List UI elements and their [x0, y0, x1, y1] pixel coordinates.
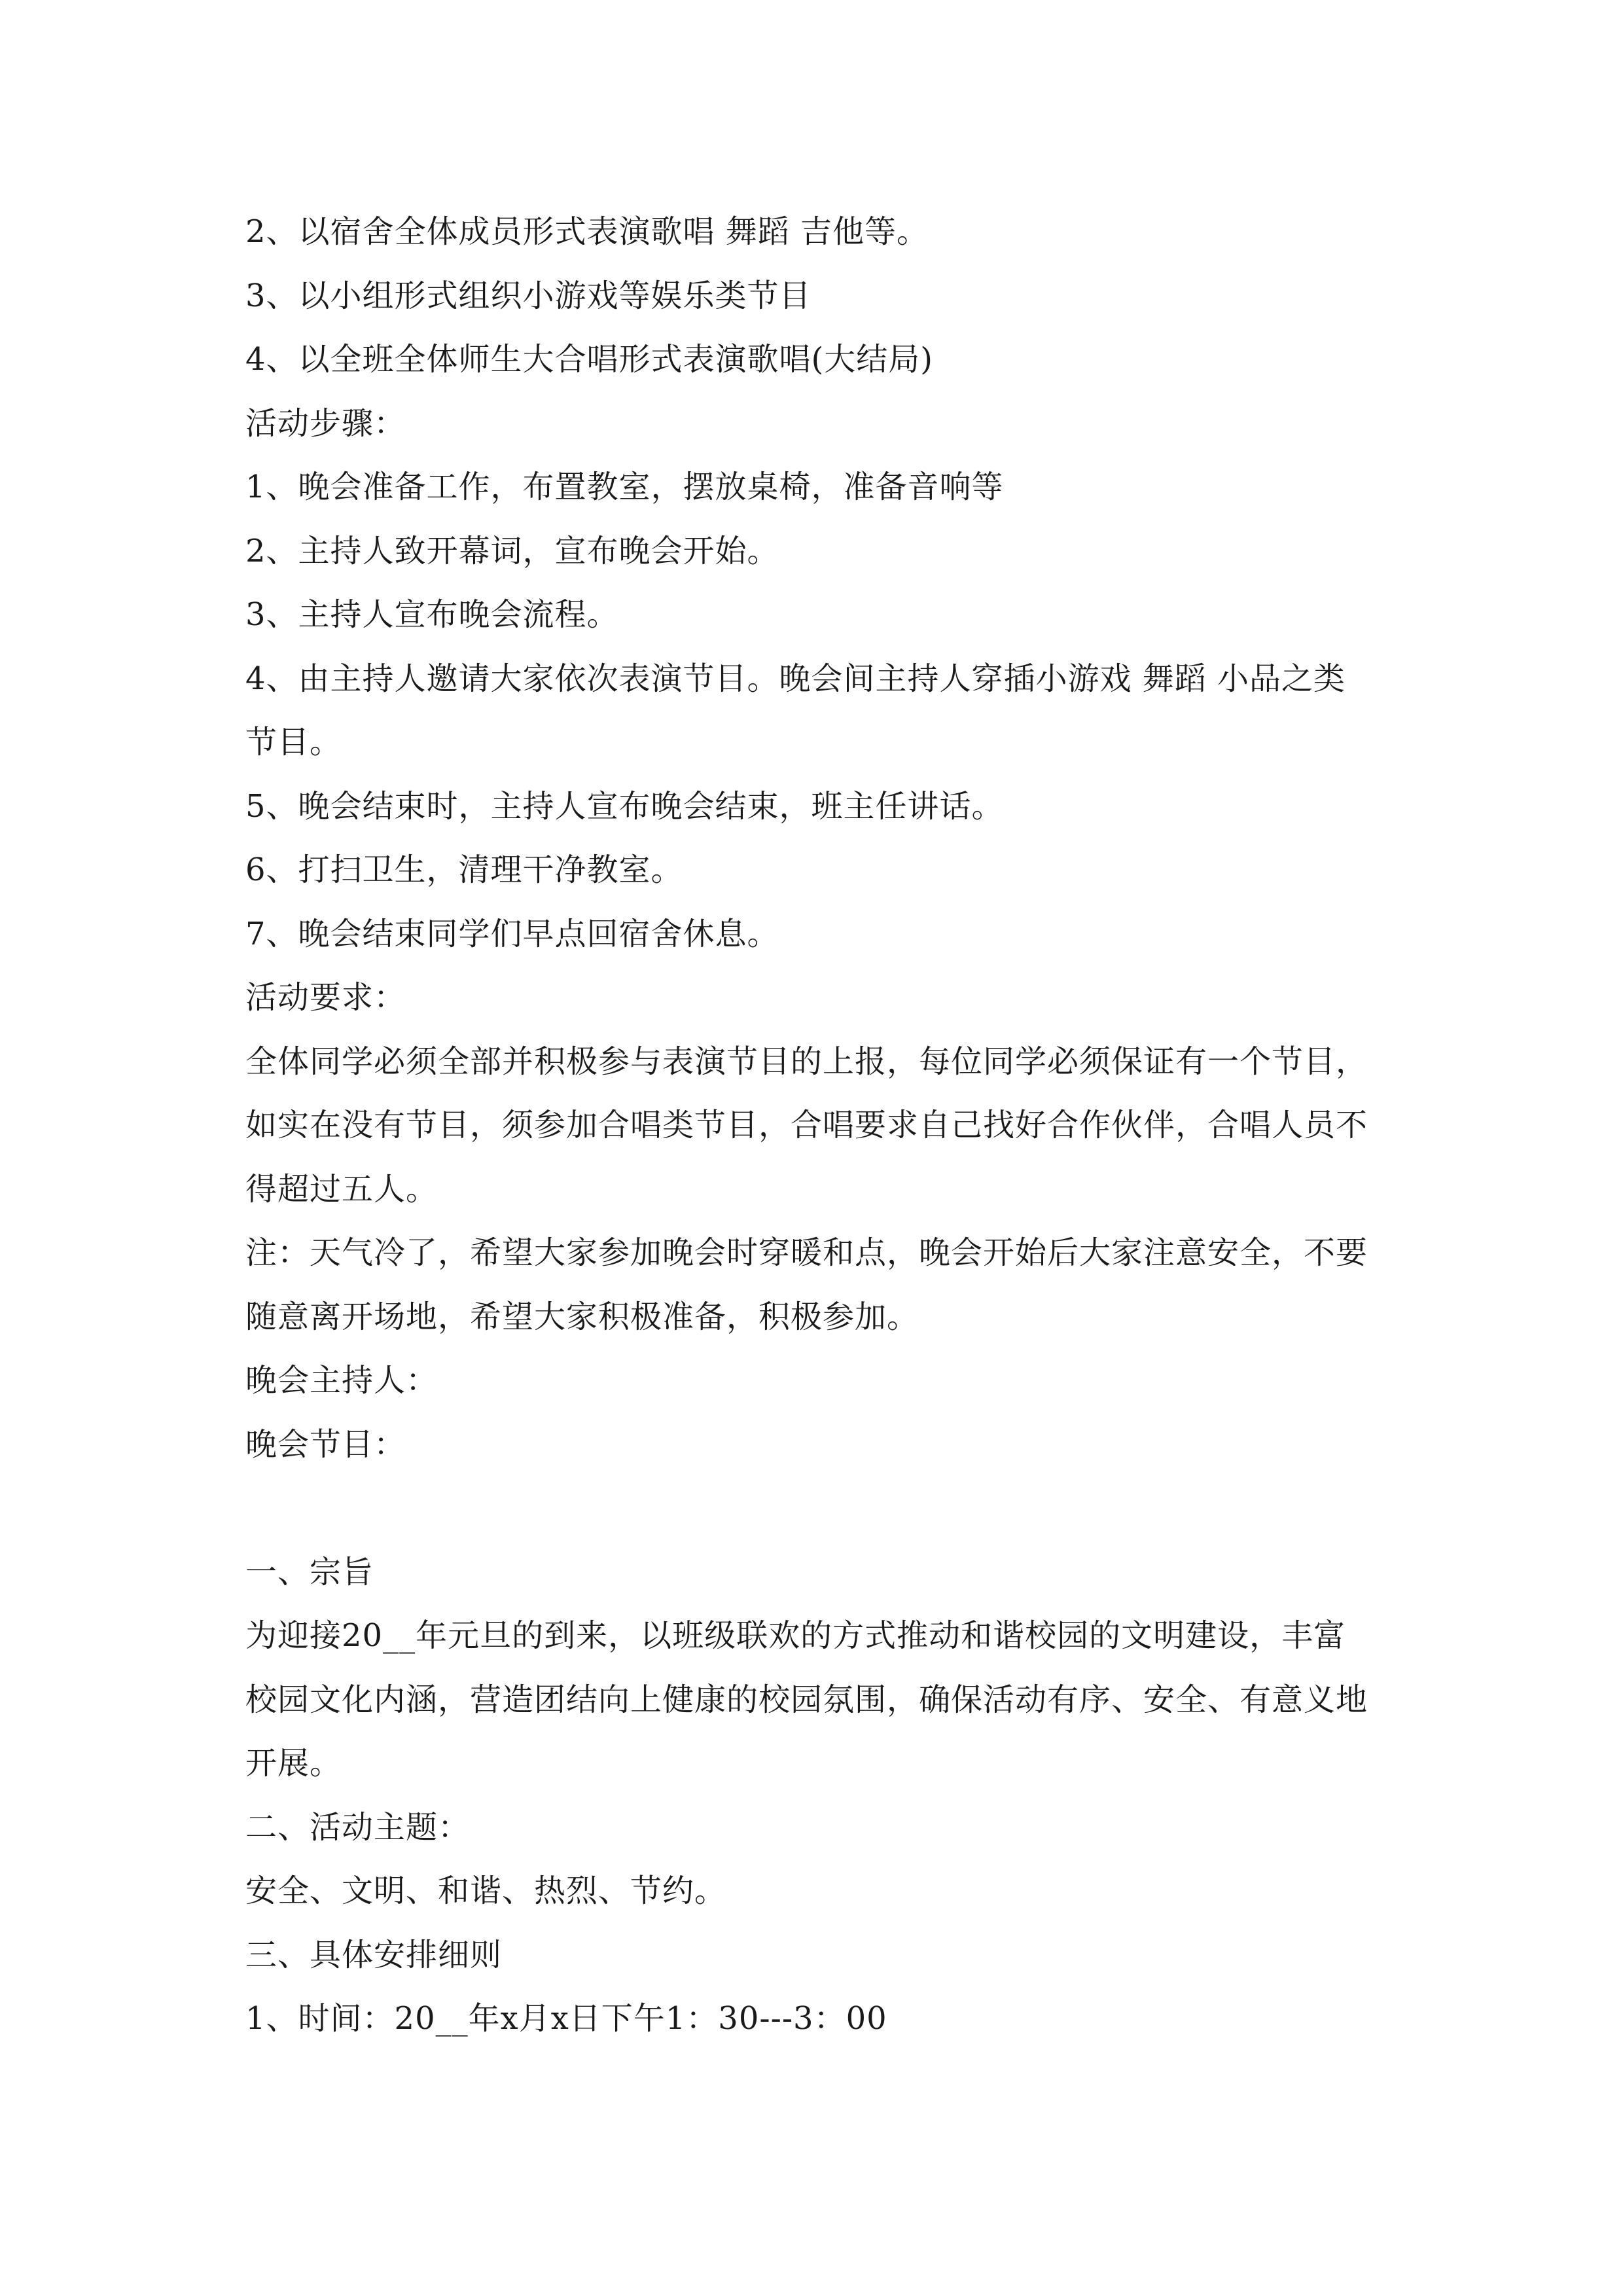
text-line: 6、打扫卫生，清理干净教室。 [245, 852, 683, 888]
text-line: 7、晚会结束同学们早点回宿舍休息。 [245, 915, 779, 952]
text-line: 3、以小组形式组织小游戏等娱乐类节目 [245, 277, 812, 314]
text-line: 1、晚会准备工作，布置教室，摆放桌椅，准备音响等 [245, 469, 1004, 505]
section-heading: 二、活动主题： [245, 1808, 471, 1846]
text-line: 2、主持人致开幕词，宣布晚会开始。 [245, 532, 779, 569]
text-line: 3、主持人宣布晚会流程。 [245, 596, 619, 633]
blank-line [245, 1477, 1397, 1541]
text-line: 4、以全班全体师生大合唱形式表演歌唱(大结局) [245, 341, 933, 378]
text-line: 节目。 [245, 724, 342, 761]
text-line: 4、由主持人邀请大家依次表演节目。晚会间主持人穿插小游戏 舞蹈 小品之类 [245, 660, 1346, 697]
text-line: 随意离开场地，希望大家积极准备，积极参加。 [245, 1298, 919, 1335]
text-line: 安全、文明、和谐、热烈、节约。 [245, 1873, 727, 1909]
section-heading: 活动要求： [245, 979, 406, 1016]
section-heading: 一、宗旨 [245, 1553, 374, 1590]
text-line: 如实在没有节目，须参加合唱类节目，合唱要求自己找好合作伙伴，合唱人员不 [245, 1107, 1368, 1143]
text-line: 得超过五人。 [245, 1170, 438, 1208]
text-line: 开展。 [245, 1745, 342, 1782]
text-line: 2、以宿舍全体成员形式表演歌唱 舞蹈 吉他等。 [245, 213, 929, 250]
text-line: 校园文化内涵，营造团结向上健康的校园氛围，确保活动有序、安全、有意义地 [245, 1681, 1368, 1718]
text-line: 注：天气冷了，希望大家参加晚会时穿暖和点，晚会开始后大家注意安全，不要 [245, 1234, 1368, 1271]
text-line: 全体同学必须全部并积极参与表演节目的上报，每位同学必须保证有一个节目， [245, 1043, 1368, 1080]
section-heading: 活动步骤： [245, 404, 406, 442]
text-line: 5、晚会结束时，主持人宣布晚会结束，班主任讲话。 [245, 787, 1004, 825]
text-line: 晚会节目： [245, 1426, 406, 1463]
text-line: 为迎接20__年元旦的到来，以班级联欢的方式推动和谐校园的文明建设，丰富 [245, 1617, 1346, 1654]
text-line: 晚会主持人： [245, 1362, 438, 1399]
document-body [245, 200, 1397, 2051]
section-heading: 三、具体安排细则 [245, 1936, 503, 1973]
text-line: 1、时间：20__年x月x日下午1：30---3：00 [245, 2000, 887, 2037]
